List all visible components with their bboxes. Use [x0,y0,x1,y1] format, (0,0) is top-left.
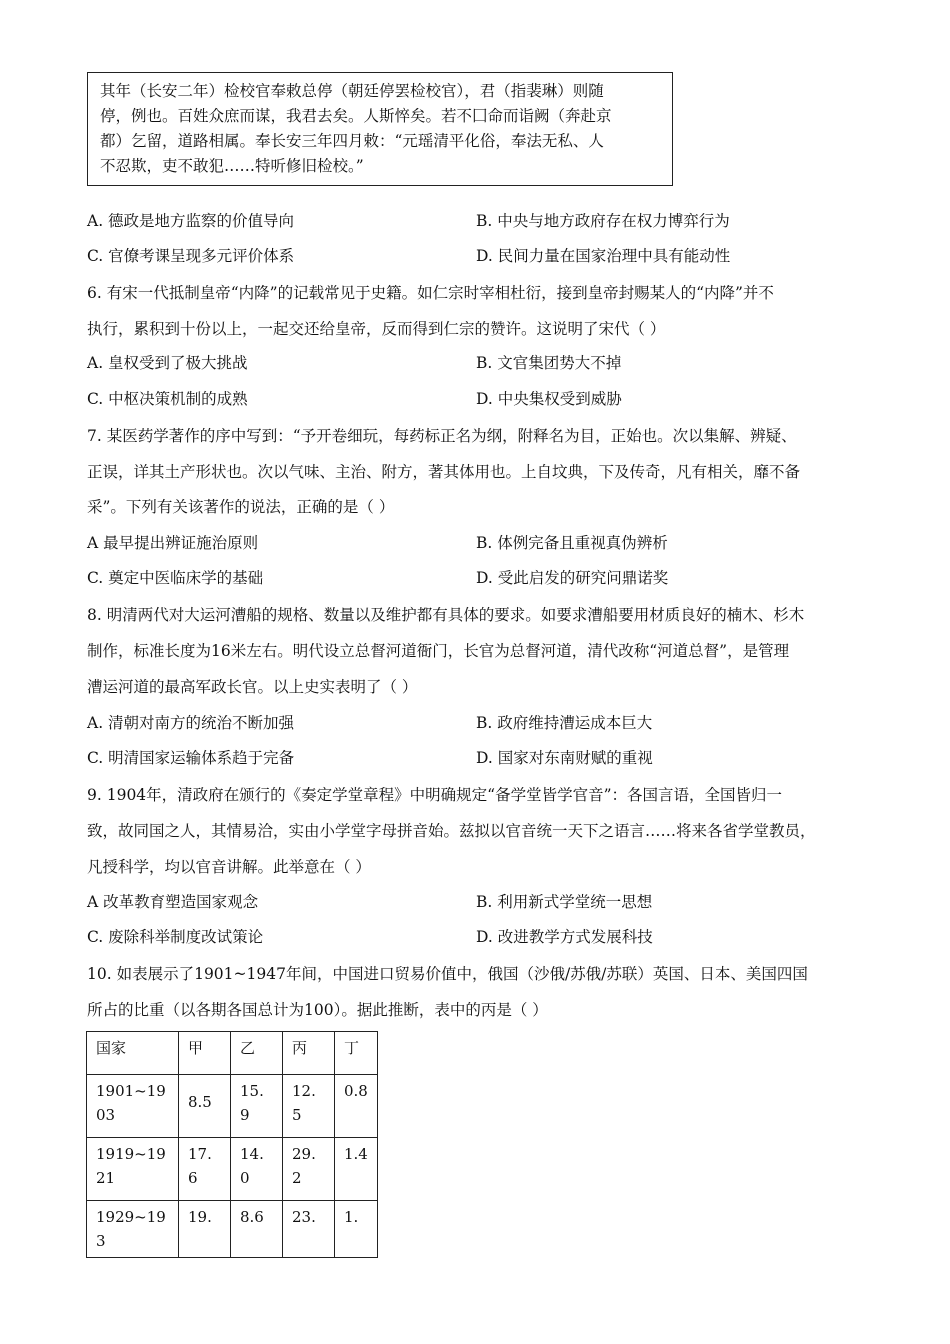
table-cell: 0.8 [344,1082,368,1100]
q9-option-b: B. 利用新式学堂统一思想 [476,893,653,911]
q7-stem-line: 7. 某医药学著作的序中写到：“予开卷细玩，每药标正名为纲，附释名为目，正始也。次以集解、辨疑、 [87,427,797,445]
quote-line: 其年（长安二年）检校官奉敕总停（朝廷停罢检校官），君（指裴琳）则随 [100,82,604,100]
q9-option-d: D. 改进教学方式发展科技 [476,928,653,946]
table-header-cell: 乙 [231,1032,283,1075]
q7-stem-line: 正误，详其土产形状也。次以气味、主治、附方，著其体用也。上自坟典，下及传奇，凡有相关，靡不备 [87,463,801,481]
quote-line: 都）乞留，道路相属。奉长安三年四月敕：“元瑶清平化俗，奉法无私、人 [100,132,604,150]
table-cell: 17.6 [188,1145,212,1187]
q8-option-d: D. 国家对东南财赋的重视 [476,749,653,767]
q9-option-a: A 改革教育塑造国家观念 [87,893,259,911]
q5-option-b: B. 中央与地方政府存在权力博弈行为 [476,212,730,230]
q6-option-d: D. 中央集权受到威胁 [476,390,622,408]
q5-option-c: C. 官僚考课呈现多元评价体系 [87,247,295,265]
table-cell: 14.0 [240,1145,264,1187]
table-row [87,1075,378,1138]
table-cell: 1. [344,1208,359,1226]
q8-option-b: B. 政府维持漕运成本巨大 [476,714,653,732]
q9-stem-line: 致，故同国之人，其情易洽，实由小学堂字母拼音始。兹拟以官音统一天下之语言……将来各省学堂教员， [87,822,816,840]
q9-stem-line: 凡授科学，均以官音讲解。此举意在（ ） [87,858,371,876]
q8-stem-line: 漕运河道的最高军政长官。以上史实表明了（ ） [87,678,418,696]
q6-option-a: A. 皇权受到了极大挑战 [87,354,248,372]
table-header-cell: 甲 [179,1032,231,1075]
q9-stem-line: 9. 1904年，清政府在颁行的《奏定学堂章程》中明确规定“备学堂皆学官音”：各国言语，全国皆归一 [87,786,783,804]
table-cell: 23. [292,1208,316,1226]
quote-line: 停，例也。百姓众庶而谋，我君去矣。人斯悴矣。若不囗命而诣阙（奔赴京 [100,107,612,125]
table-header-row [87,1032,378,1075]
table-cell: 12.5 [292,1082,316,1124]
q7-option-a: A 最早提出辨证施治原则 [87,534,259,552]
q9-option-c: C. 废除科举制度改试策论 [87,928,264,946]
table-cell: 29.2 [292,1145,316,1187]
q6-option-c: C. 中枢决策机制的成熟 [87,390,248,408]
q6-stem-line: 执行，累积到十份以上，一起交还给皇帝，反而得到仁宗的赞许。这说明了宋代（ ） [87,320,666,338]
q5-option-a: A. 德政是地方监察的价值导向 [87,212,295,230]
table-cell: 8.5 [188,1093,212,1111]
table-row [87,1138,378,1201]
quote-line: 不忍欺，吏不敢犯……特听修旧检校。” [100,157,364,175]
table-cell: 15.9 [240,1082,264,1124]
table-header-cell: 丙 [283,1032,335,1075]
table-cell: 1.4 [344,1145,368,1163]
q8-option-a: A. 清朝对南方的统治不断加强 [87,714,295,732]
q8-stem-line: 制作，标准长度为16米左右。明代设立总督河道衙门，长官为总督河道，清代改称“河道总督”，是管理 [87,642,790,660]
q6-option-b: B. 文官集团势大不掉 [476,354,622,372]
table-cell: 1901~1903 [96,1082,166,1124]
table-cell: 19. [188,1208,212,1226]
table-cell: 1919~1921 [96,1145,166,1187]
table-cell: 1929~193 [96,1208,166,1250]
q8-option-c: C. 明清国家运输体系趋于完备 [87,749,295,767]
q7-option-d: D. 受此启发的研究问鼎诺奖 [476,569,669,587]
q8-stem-line: 8. 明清两代对大运河漕船的规格、数量以及维护都有具体的要求。如要求漕船要用材质良好的楠木、杉木 [87,606,805,624]
source-quote-box [87,72,673,186]
q7-option-b: B. 体例完备且重视真伪辨析 [476,534,668,552]
q6-stem-line: 6. 有宋一代抵制皇帝“内降”的记载常见于史籍。如仁宗时宰相杜衍，接到皇帝封赐某人的“内降”并不 [87,284,774,302]
table-cell: 8.6 [240,1208,264,1226]
table-row [87,1201,378,1258]
q5-option-d: D. 民间力量在国家治理中具有能动性 [476,247,731,265]
q10-stem-line: 所占的比重（以各期各国总计为100）。据此推断，表中的丙是（ ） [87,1001,548,1019]
table-header-cell: 国家 [87,1032,179,1075]
table-header-cell: 丁 [335,1032,378,1075]
trade-share-table [86,1031,378,1258]
q10-stem-line: 10. 如表展示了1901~1947年间，中国进口贸易价值中，俄国（沙俄/苏俄/苏联）英国、日本、美国四国 [87,965,808,983]
q7-option-c: C. 奠定中医临床学的基础 [87,569,264,587]
q7-stem-line: 采”。下列有关该著作的说法，正确的是（ ） [87,498,395,516]
